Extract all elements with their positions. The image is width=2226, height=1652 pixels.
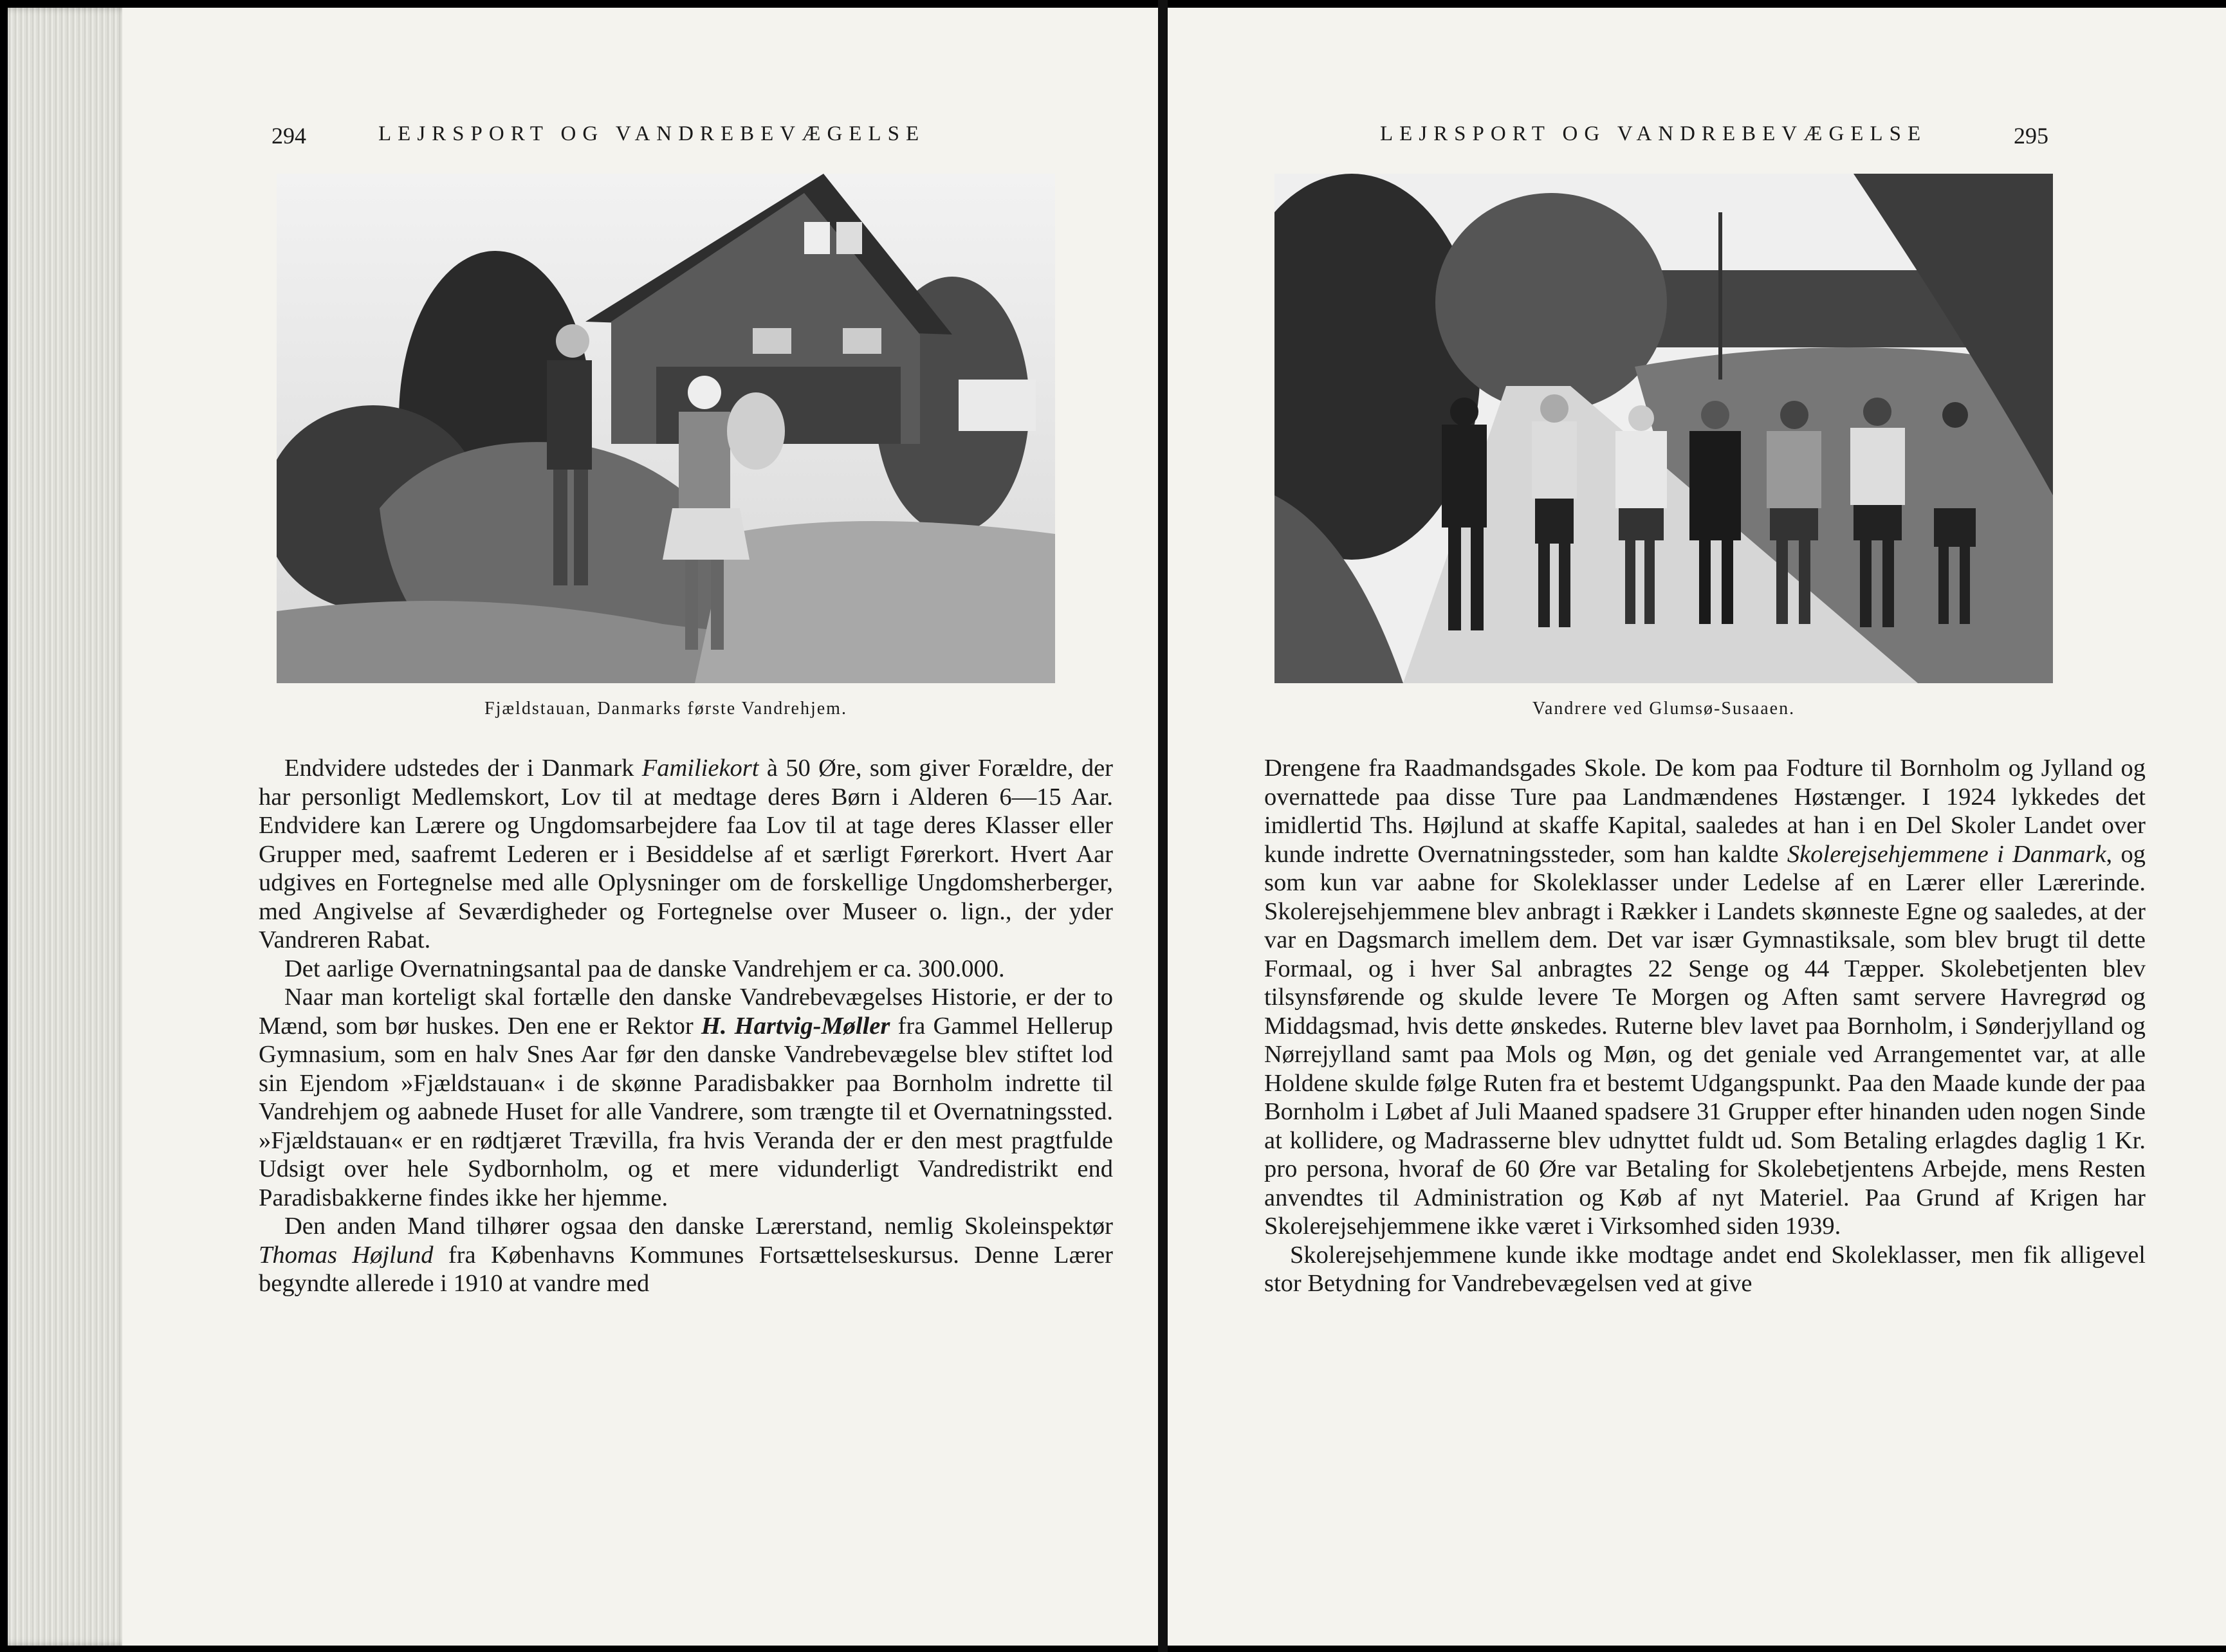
left-page-number: 294 bbox=[271, 123, 306, 149]
paragraph: Drengene fra Raadmandsgades Skole. De kom paa Fodture til Bornholm og Jylland og overnattede paa disse Ture paa Landmændenes Høstænger. I 1924 lykkedes det imidlertid Ths. Højlund at skaffe Kapital, saaledes at han i en Del Skoler Landet over kunde indrette Overnatningssteder, som han kaldte Skolerejsehjemmene i Danmark, og som kun var aabne for Skoleklasser under Ledelse af en Lærer eller Lærerinde. Skolerejsehjemmene blev anbragt i Rækker i Landets skønneste Egne og saaledes, at der var en Dagsmarch imellem dem. Det var især Gymnastiksale, som blev brugt til dette Formaal, og i hver Sal anbragtes 22 Senge og 44 Tæpper. Skolebetjenten blev tilsynsførende og skulde levere Te Morgen og Aften samt servere Havregrød og Middagsmad, hvis dette ønskedes. Ruterne blev lavet paa Bornholm, i Sønderjylland og Nørrejylland samt paa Mols og Møn, og det geniale ved Arrangementet var, at alle Holdene skulde følge Ruten fra et bestemt Udgangspunkt. Paa den Maade kunde der paa Bornholm i Løbet af Juli Maaned spadsere 31 Grupper efter hinanden uden nogen Sinde at kollidere, og Madrasserne blev udnyttet fuldt ud. Som Betaling erlagdes daglig 1 Kr. pro persona, hvoraf de 60 Øre var Betaling for Skolebetjentens Arbejde, mens Resten anvendtes til Administration og Køb af nyt Materiel. Paa Grund af Krigen har Skolerejsehjemmene ikke været i Virksomhed siden 1939. bbox=[1264, 755, 2146, 1240]
left-figure-caption: Fjældstauan, Danmarks første Vandrehjem. bbox=[484, 699, 847, 719]
paragraph: Skolerejsehjemmene kunde ikke modtage andet end Skoleklasser, men fik alligevel stor Betydning for Vandrebevægelsen ved at give bbox=[1264, 1241, 2146, 1297]
left-running-head: LEJRSPORT OG VANDREBEVÆGELSE bbox=[378, 122, 926, 145]
left-page bbox=[122, 8, 1158, 1646]
left-body-text bbox=[259, 754, 1113, 1298]
right-figure-caption: Vandrere ved Glumsø-Susaaen. bbox=[1532, 699, 1796, 719]
paragraph: Det aarlige Overnatningsantal paa de danske Vandrehjem er ca. 300.000. bbox=[284, 955, 1005, 982]
paragraph: Endvidere udstedes der i Danmark Familiekort à 50 Øre, som giver Forældre, der har personligt Medlemskort, Lov til at medtage deres Børn i Alderen 6—15 Aar. Endvidere kan Lærere og Ungdomsarbejdere faa Lov til at tage deres Klasser eller Grupper med, saafremt Lederen er i Besiddelse af et særligt Førerkort. Hvert Aar udgives en Fortegnelse med alle Oplysninger om de forskellige Ungdomsherberger, med Angivelse af Seværdigheder og Fortegnelse over Museer o. lign., der yder Vandreren Rabat. bbox=[259, 755, 1114, 953]
book-gutter bbox=[1158, 0, 1168, 1652]
right-page-number: 295 bbox=[2014, 123, 2048, 149]
right-running-head: LEJRSPORT OG VANDREBEVÆGELSE bbox=[1380, 122, 1927, 145]
hostel-photo bbox=[277, 174, 1055, 683]
paragraph: Den anden Mand tilhører ogsaa den danske Lærerstand, nemlig Skoleinspektør Thomas Højlund fra Københavns Kommunes Fortsættelseskursus. Denne Lærer begyndte allerede i 1910 at vandre med bbox=[259, 1213, 1113, 1297]
book-page-edges bbox=[8, 8, 130, 1646]
hikers-road-photo bbox=[1274, 174, 2053, 683]
paragraph: Naar man korteligt skal fortælle den danske Vandrebevægelses Historie, er der to Mænd, som bør huskes. Den ene er Rektor H. Hartvig-Møller fra Gammel Hellerup Gymnasium, som en halv Snes Aar før den danske Vandrebevægelse blev stiftet lod sin Ejendom »Fjældstauan« i de skønne Paradisbakker paa Bornholm indrette til Vandrehjem og aabnede Huset for alle Vandrere, som trængte til et Overnatningssted. »Fjældstauan« er en rødtjæret Trævilla, fra hvis Veranda der er den mest pragtfulde Udsigt over hele Sydbornholm, og et mere vidunderligt Vandredistrikt end Paradisbakkerne findes ikke her hjemme. bbox=[259, 984, 1113, 1211]
right-page bbox=[1168, 8, 2226, 1646]
right-body-text bbox=[1264, 754, 2146, 1298]
